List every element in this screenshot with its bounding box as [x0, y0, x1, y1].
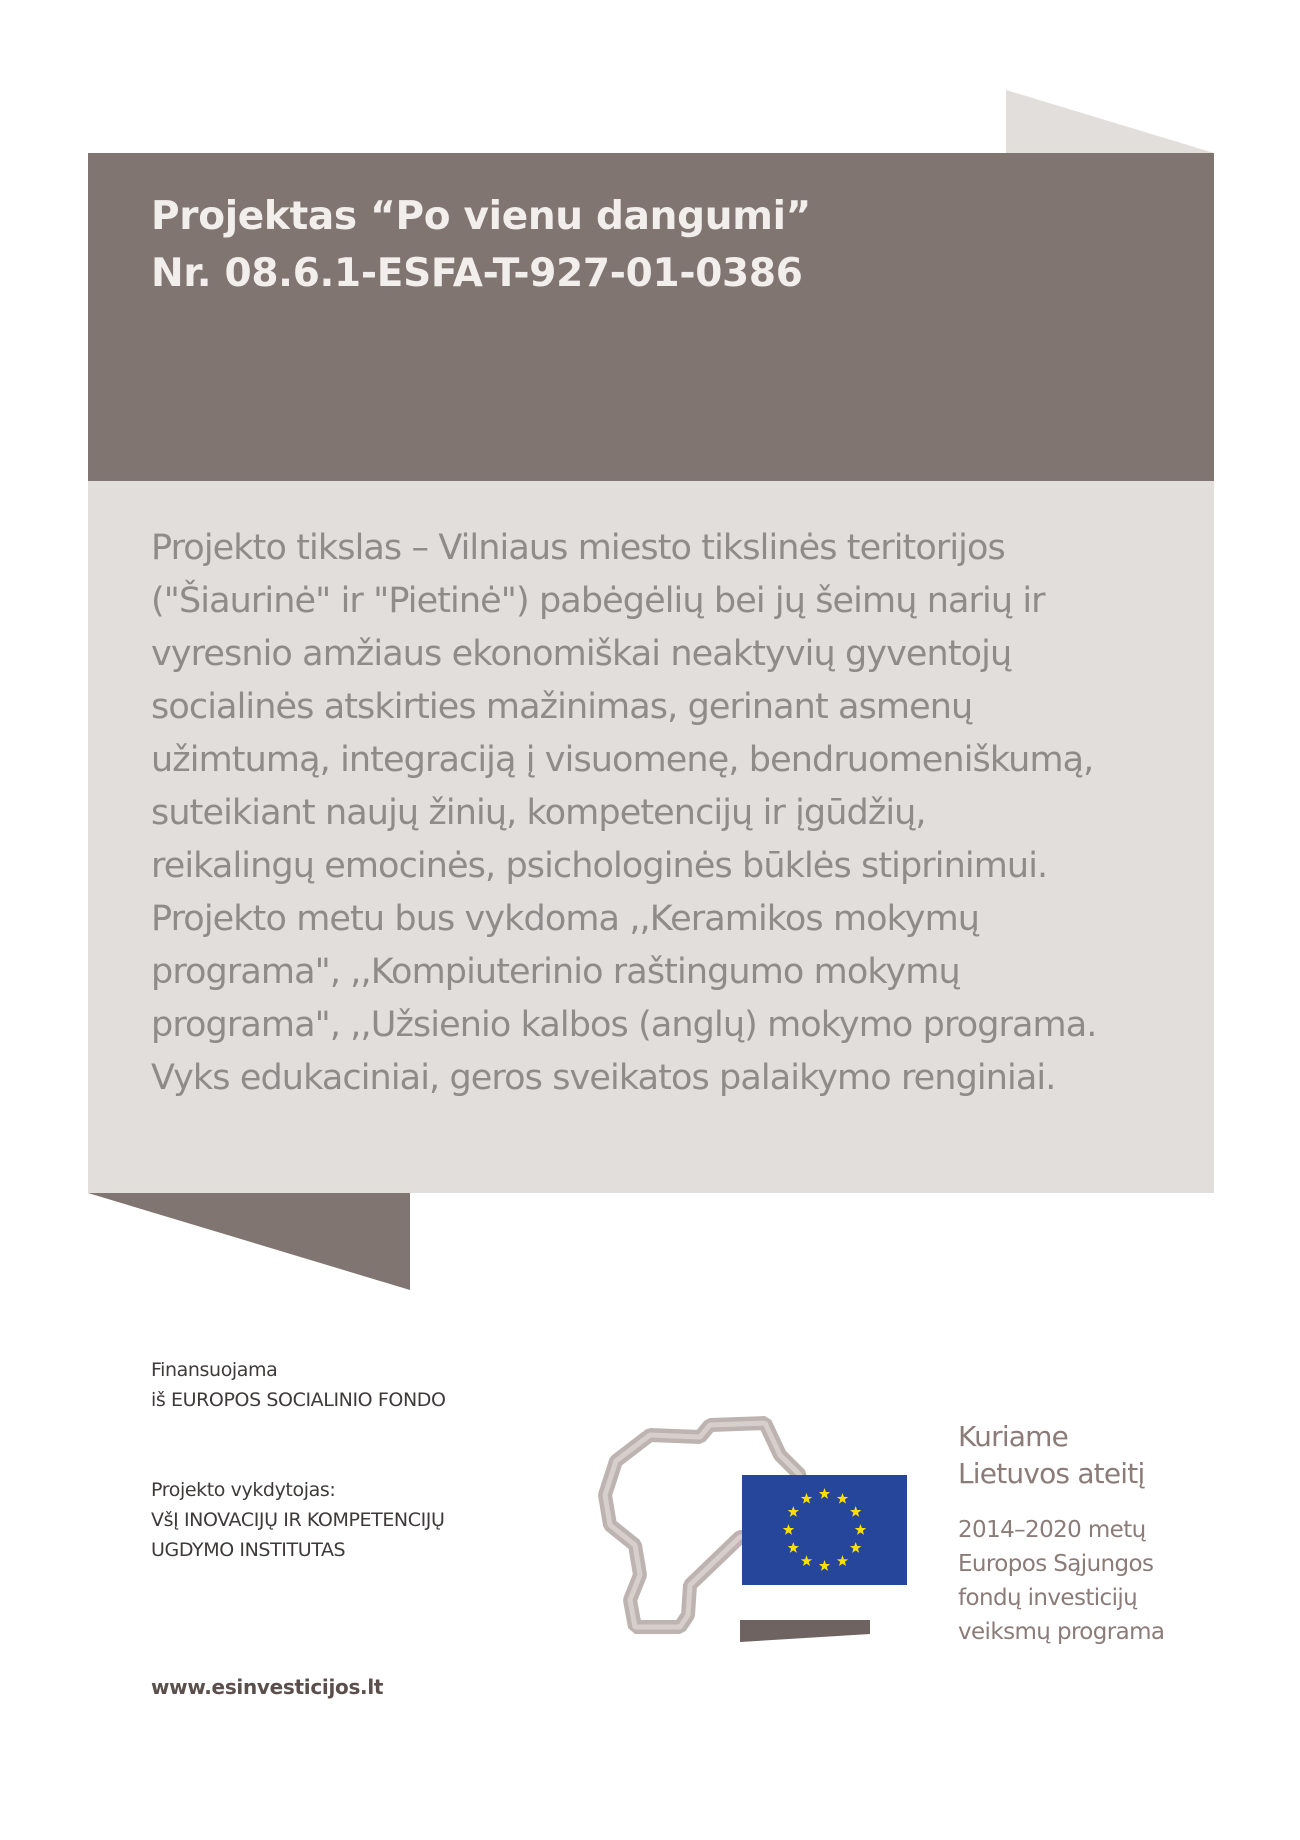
funding-source: iš EUROPOS SOCIALINIO FONDO: [151, 1389, 446, 1411]
program-line: fondų investicijų: [958, 1585, 1138, 1611]
description-line: Projekto metu bus vykdoma ,,Keramikos mokymų: [151, 899, 980, 939]
program-line: veiksmų programa: [958, 1619, 1165, 1645]
project-title-line: Projektas “Po vienu dangumi”: [151, 194, 811, 239]
ribbon-fold-top: [0, 0, 1300, 160]
description-line: Projekto tikslas – Vilniaus miesto tikslinės teritorijos: [151, 528, 1005, 568]
executor-label: Projekto vykdytojas:: [151, 1479, 336, 1501]
eu-flag-lithuania-outline-icon: [590, 1415, 920, 1645]
funding-label: Finansuojama: [151, 1359, 278, 1381]
logo-program: [958, 1513, 1164, 1649]
description-line: programa", ,,Užsienio kalbos (anglų) mokymo programa.: [151, 1005, 1097, 1045]
project-executor: [151, 1475, 445, 1565]
description-line: užimtumą, integraciją į visuomenę, bendruomeniškumą,: [151, 740, 1094, 780]
slogan-line: Lietuvos ateitį: [958, 1457, 1145, 1490]
program-line: Europos Sąjungos: [958, 1551, 1154, 1577]
project-number-line: Nr. 08.6.1-ESFA-T-927-01-0386: [151, 251, 803, 296]
logo-slogan: [958, 1418, 1144, 1492]
ribbon-fold-bottom: [88, 1192, 410, 1292]
description-line: reikalingų emocinės, psichologinės būklės stiprinimui.: [151, 846, 1048, 886]
description-line: vyresnio amžiaus ekonomiškai neaktyvių gyventojų: [151, 634, 1012, 674]
description-line: programa", ,,Kompiuterinio raštingumo mokymų: [151, 952, 960, 992]
description-line: suteikiant naujų žinių, kompetencijų ir įgūdžių,: [151, 793, 926, 833]
description-line: ("Šiaurinė" ir "Pietinė") pabėgėlių bei jų šeimų narių ir: [151, 581, 1045, 621]
slogan-line: Kuriame: [958, 1420, 1069, 1453]
description-line: Vyks edukaciniai, geros sveikatos palaikymo renginiai.: [151, 1058, 1056, 1098]
executor-name: UGDYMO INSTITUTAS: [151, 1539, 346, 1561]
project-title: [151, 188, 811, 302]
program-line: 2014–2020 metų: [958, 1517, 1146, 1543]
description-line: socialinės atskirties mažinimas, gerinant asmenų: [151, 687, 973, 727]
project-description: [151, 522, 1097, 1105]
funding-note: [151, 1355, 446, 1415]
website-link[interactable]: www.esinvesticijos.lt: [151, 1675, 384, 1699]
executor-name: VšĮ INOVACIJŲ IR KOMPETENCIJŲ: [151, 1509, 445, 1531]
